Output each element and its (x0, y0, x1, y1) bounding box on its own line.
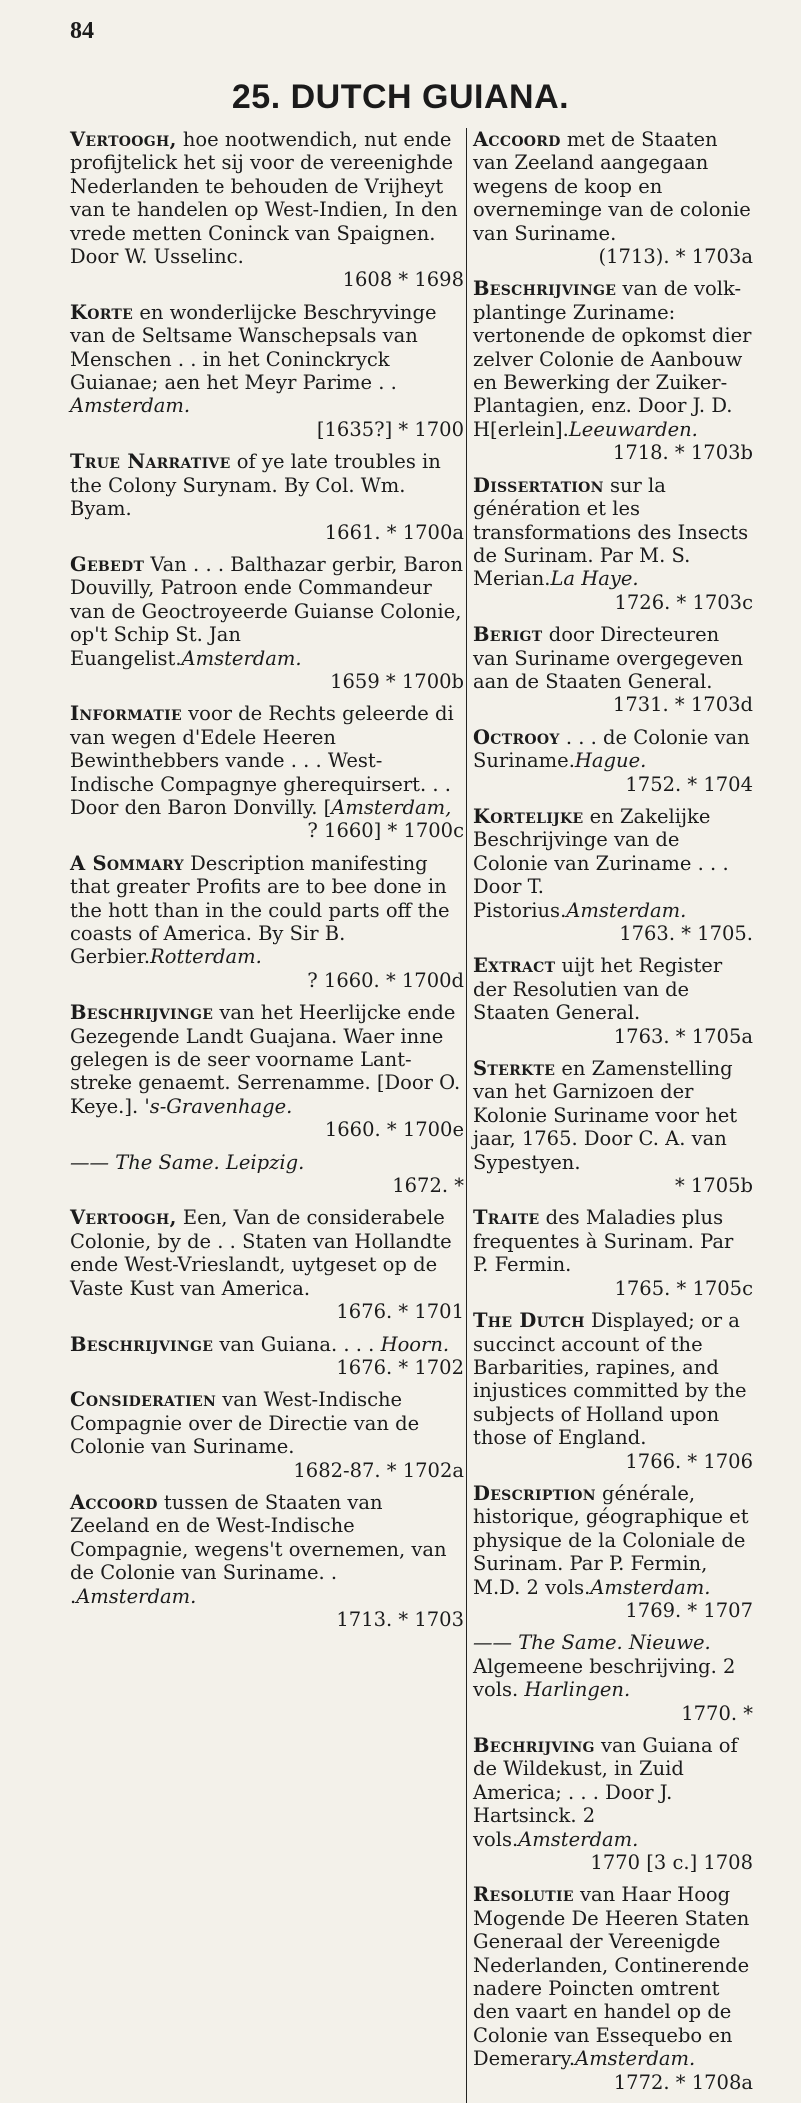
entry-text: Algemeene beschrijving. 2 vols. (473, 1654, 736, 1702)
entry-imprint: 1752. * 1704 (625, 772, 753, 796)
entry-lead: Kortelijke (473, 804, 584, 828)
entry-imprint: ? 1660] * 1700c (307, 819, 464, 843)
entry-lead: True Narrative (70, 450, 231, 474)
entry-see-also: —— The Same. (70, 1150, 220, 1174)
entry-text: Description manifesting that greater Profits are to bee done in the hott than in the could parts off the coasts of America. By Sir B. Gerbier. (70, 851, 450, 969)
entry-lead: Accoord (473, 128, 561, 151)
entry-imprint: 1770 [3 c.] 1708 (590, 1851, 753, 1875)
catalog-entry (473, 954, 753, 1048)
entry-imprint: 1682-87. * 1702a (293, 1458, 464, 1482)
entry-lead: Gebedt (70, 552, 145, 576)
entry-place: Amsterdam. (575, 2047, 696, 2071)
catalog-entry (70, 553, 464, 693)
entry-text: uijt het Register der Resolutien van de Staaten General. (473, 954, 723, 1025)
entry-place: Rotterdam. (150, 945, 262, 969)
entry-lead: Informatie (70, 702, 182, 726)
right-column (466, 128, 753, 2103)
catalog-entry (473, 128, 753, 268)
entry-text: hoe nootwendich, nut ende profijtelick het sij voor de vereenighde Nederlanden te behouden de Vrijheyt van te handelen op West-Indien, In den vrede metten Coninck van Spaignen. Door W. Usselinc. (70, 128, 458, 269)
entry-place: Harlingen. (524, 1678, 631, 1702)
entry-place: La Haye. (550, 567, 639, 591)
catalog-entry (70, 1151, 464, 1198)
entry-lead: A Sommary (70, 851, 184, 875)
entry-place: Amsterdam. (181, 646, 302, 670)
entry-text: Displayed; or a succinct account of the Barbarities, rapines, and injustices committed by the subjects of Holland upon those of England. (473, 1309, 747, 1450)
catalog-entry (473, 805, 753, 945)
catalog-entry (473, 1734, 753, 1874)
entry-imprint: 1659 * 1700b (330, 669, 464, 693)
entry-lead: Dissertation (473, 473, 604, 497)
entry-place: Hoorn. (380, 1332, 450, 1356)
entry-lead: Korte (70, 300, 134, 324)
entry-lead: The Dutch (473, 1309, 585, 1333)
catalog-entry (70, 450, 464, 544)
entry-imprint: 1713. * 1703 (336, 1607, 464, 1631)
catalog-entry (473, 1206, 753, 1300)
entry-imprint: 1660. * 1700e (324, 1118, 464, 1142)
catalog-entry (70, 1388, 464, 1482)
entry-place: Hague. (574, 749, 647, 773)
catalog-entry (70, 1491, 464, 1631)
entry-place: Leeuwarden. (568, 417, 698, 441)
entry-text: van de volk-plantinge Zuriname: vertonende de opkomst dier zelver Colonie de Aanbouw en Bewerking der Zuiker-Plantagien, enz. Door J. D. H[erlein]. (473, 277, 752, 441)
left-column (70, 128, 464, 1640)
entry-text: générale, historique, géographique et physique de la Coloniale de Surinam. Par P. Fermin, M.D. 2 vols. (473, 1481, 749, 1599)
entry-text: Een, Van de considerabele Colonie, by de . . Staten van Hollandte ende West-Vrieslandt, uytgeset op de Vaste Kust van America. (70, 1206, 452, 1300)
page-number: 84 (70, 18, 94, 44)
entry-text: en Zakelijke Beschrijvinge van de Colonie van Zuriname . . . Door T. Pistorius. (473, 804, 729, 922)
catalog-entry (473, 1057, 753, 1197)
entry-lead: Berigt (473, 623, 543, 647)
catalog-entry (70, 1001, 464, 1141)
entry-lead: Extract (473, 954, 556, 978)
catalog-entry (70, 852, 464, 992)
entry-imprint: 1718. * 1703b (612, 441, 753, 465)
entry-imprint: 1766. * 1706 (625, 1449, 753, 1473)
entry-imprint: 1672. * (392, 1174, 464, 1198)
entry-place: Amsterdam. (518, 1827, 639, 1851)
entry-imprint: (1713). * 1703a (598, 245, 753, 269)
catalog-entry (473, 1631, 753, 1725)
entry-place: Amsterdam. (70, 394, 191, 418)
entry-lead: Description (473, 1481, 596, 1505)
entry-imprint: 1661. * 1700a (324, 520, 464, 544)
entry-lead: Beschrijvinge (70, 1001, 214, 1025)
entry-text: voor de Rechts geleerde di van wegen d'Edele Heeren Bewinthebbers vande . . . West-Indische Compagnye gherequirsert. . . Door den Baron Donvilly. [ (70, 702, 454, 819)
entry-lead: Octrooy (473, 725, 560, 749)
entry-place: Nieuwe. (628, 1631, 711, 1655)
catalog-entry (70, 702, 464, 842)
catalog-entry (473, 726, 753, 796)
catalog-entry (70, 1333, 464, 1380)
entry-text: en Zamenstelling van het Garnizoen der Kolonie Suriname voor het jaar, 1765. Door C. A. van Sypestyen. (473, 1057, 738, 1174)
catalog-entry (473, 1883, 753, 2094)
entry-place: Amsterdam. (590, 1575, 711, 1599)
entry-lead: Traite (473, 1206, 540, 1230)
entry-lead: Vertoogh, (70, 1206, 177, 1230)
entry-imprint: 1770. * (681, 1701, 753, 1725)
entry-text: Van . . . Balthazar gerbir, Baron Douvilly, Patroon ende Commandeur van de Geoctroyeerde Guianse Colonie, op't Schip St. Jan Euangelist. (70, 552, 464, 670)
entry-place: Amsterdam. (76, 1584, 197, 1608)
entry-place: 's-Gravenhage. (144, 1094, 293, 1118)
catalog-entry (70, 128, 464, 292)
entry-lead: Accoord (70, 1490, 158, 1514)
entry-text: en wonderlijcke Beschryvinge van de Seltsame Wanschepsals van Menschen . . in het Coninckryck Guianae; aen het Meyr Parime . . (70, 300, 437, 395)
entry-imprint: 1769. * 1707 (625, 1598, 753, 1622)
entry-lead: Vertoogh, (70, 128, 177, 151)
entry-imprint: 1731. * 1703d (612, 693, 753, 717)
page-title: 25. DUTCH GUIANA. (231, 78, 570, 116)
entry-imprint: 1608 * 1698 (342, 268, 464, 292)
entry-text: door Directeuren van Suriname overgegeven aan de Staaten General. (473, 623, 744, 693)
entry-imprint: ? 1660. * 1700d (307, 968, 464, 992)
entry-text: van het Heerlijcke ende Gezegende Landt Guajana. Waer inne gelegen is de seer voorname Lant-streke genaemt. Serrenamme. [Door O. Keye.]. (70, 1001, 461, 1118)
entry-imprint: 1726. * 1703c (614, 590, 753, 614)
entry-imprint: 1676. * 1701 (336, 1300, 464, 1324)
entry-imprint: 1763. * 1705a (613, 1024, 753, 1048)
entry-place: Amsterdam, (331, 795, 452, 819)
entry-text: van West-Indische Compagnie over de Directie van de Colonie van Suriname. (70, 1388, 420, 1459)
entry-lead: Bechrijving (473, 1734, 595, 1757)
catalog-entry (473, 1309, 753, 1473)
entry-imprint: 1676. * 1702 (336, 1355, 464, 1379)
entry-place: Amsterdam. (566, 898, 687, 922)
catalog-entry (70, 1206, 464, 1323)
entry-text: van Guiana. . . . (213, 1332, 381, 1356)
entry-imprint: 1763. * 1705. (619, 922, 753, 945)
catalog-entry (473, 474, 753, 614)
entry-text: van Guiana of de Wildekust, in Zuid America; . . . Door J. Hartsinck. 2 vols. (473, 1734, 738, 1851)
catalog-entry (473, 277, 753, 464)
entry-text: met de Staaten van Zeeland aangegaan wegens de koop en overneminge van de colonie van Suriname. (473, 128, 751, 245)
catalog-entry (473, 1482, 753, 1622)
entry-text: van Haar Hoog Mogende De Heeren Staten Generaal der Vereenigde Nederlanden, Continerende nadere Poincten omtrent den vaart en handel op de Colonie van Essequebo en Demerary. (473, 1883, 750, 2071)
entry-text: of ye late troubles in the Colony Surynam. By Col. Wm. Byam. (70, 450, 441, 521)
entry-text: tussen de Staaten van Zeeland en de West-Indische Compagnie, wegens't overnemen, van de Colonie van Suriname. . . (70, 1490, 447, 1608)
entry-place: Leipzig. (225, 1150, 305, 1174)
entry-lead: Sterkte (473, 1057, 556, 1081)
catalog-entry (70, 301, 464, 441)
entry-lead: Beschrijvinge (473, 277, 617, 301)
entry-imprint: 1772. * 1708a (613, 2070, 753, 2094)
entry-imprint: * 1705b (674, 1174, 753, 1198)
entry-see-also: —— The Same. (473, 1631, 623, 1655)
entry-text: des Maladies plus frequentes à Surinam. Par P. Fermin. (473, 1206, 734, 1277)
entry-text: sur la génération et les transformations des Insects de Surinam. Par M. S. Merian. (473, 473, 749, 591)
entry-lead: Resolutie (473, 1883, 574, 1907)
entry-imprint: 1765. * 1705c (614, 1276, 753, 1300)
entry-text: . . . de Colonie van Suriname. (473, 725, 750, 773)
entry-lead: Consideratien (70, 1388, 217, 1412)
entry-imprint: [1635?] * 1700 (316, 417, 464, 441)
catalog-entry (473, 623, 753, 717)
entry-lead: Beschrijvinge (70, 1332, 214, 1356)
